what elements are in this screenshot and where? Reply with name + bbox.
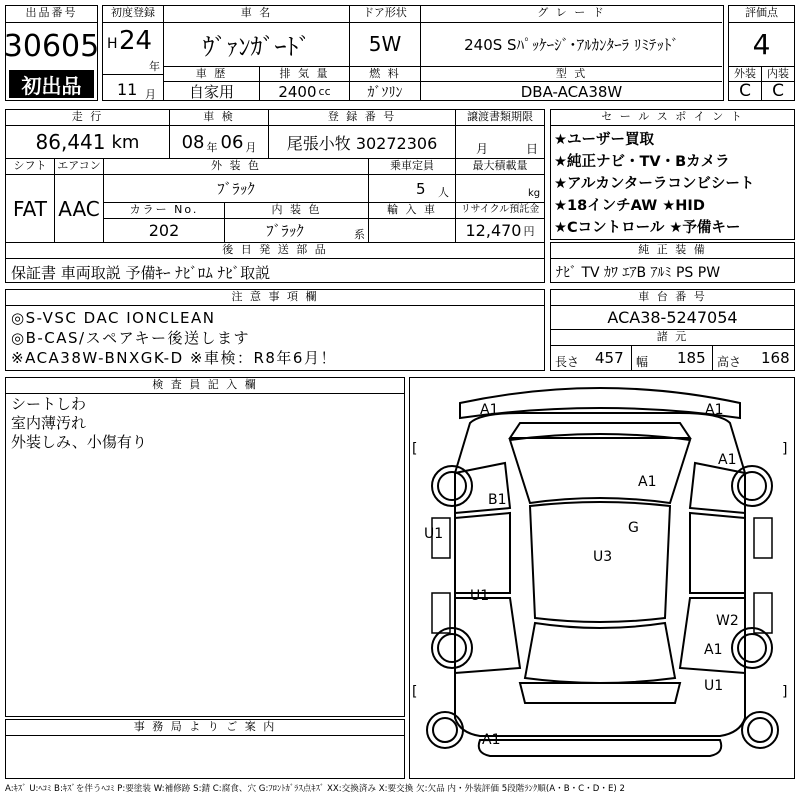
capacity-label: 乗車定員 [390,159,434,172]
wheel-rear-right-inner [738,634,766,662]
sales-points-list [554,129,754,239]
load-label: 最大積載量 [472,159,528,172]
load-unit: kg [528,188,541,199]
later-parts: 保証書 車両取説 予備ｷｰ ﾅﾋﾞﾛﾑ ﾅﾋﾞ取説 [11,264,271,282]
mark-left-side: U1 [424,526,444,542]
car-name: ｳﾞｧﾝｶﾞｰﾄﾞ [202,32,311,61]
door-type: 5W [368,32,402,56]
bracket-right-top: ] [782,441,788,457]
left-step [432,593,450,633]
right-front-door [690,513,745,593]
score-label: 評価点 [745,6,778,19]
dims-label: 諸 元 [656,330,689,343]
right-front-fender [690,463,745,513]
month-unit: 月 [145,88,156,101]
score: 4 [752,28,771,61]
notes-list [11,308,337,368]
height: 168 [761,349,790,367]
mileage-cell [6,126,169,158]
first-listing-badge: 初出品 [9,70,94,98]
lot-number-box [5,5,98,101]
sales-point: ★18インチAW ★HID [554,198,705,214]
bracket-right-bottom: ] [782,684,788,700]
note-line: ◎S-VSC DAC IONCLEAN [11,309,216,327]
car-name-label: 車 名 [240,6,273,19]
left-front-door [455,513,510,593]
door-label: ドア形状 [363,6,407,19]
import-label: 輸 入 車 [387,203,437,216]
inspector-notes [11,395,147,452]
mark-roof: U3 [593,549,613,565]
car-header-box [164,5,724,101]
grade-label: グ レ ー ド [537,6,606,19]
bracket-left-bottom: [ [412,684,418,700]
ext-color: ﾌﾞﾗｯｸ [217,179,255,198]
interior-label: 内装 [767,67,789,80]
registration-year: 24 [119,26,153,56]
mark-right-rear: W2 [716,613,739,629]
lot-number-label: 出品番号 [25,6,78,19]
history: 自家用 [188,83,234,101]
inspector-note: 外装しみ、小傷有り [11,433,147,451]
displacement: 2400 [278,82,317,101]
color-no: 202 [148,221,180,240]
chassis-number: ACA38-5247054 [607,308,738,327]
first-registration-box [102,5,164,101]
sales-point: ★アルカンターラコンビシート [554,176,755,192]
registration-month: 11 [117,80,138,99]
height-label: 高さ [717,355,742,369]
mark-right-front: A1 [718,452,737,468]
mark-front-right: A1 [705,402,724,418]
hood-panel [510,423,690,438]
plate-number: 尾張小牧 30272306 [286,133,438,153]
int-color: ﾌﾞﾗｯｸ [266,222,304,240]
mark-rear: A1 [482,732,501,748]
later-parts-label: 後 日 発 送 部 品 [222,243,328,256]
length: 457 [595,349,624,367]
displacement-unit: cc [318,85,331,98]
recycle-unit: 円 [523,224,535,238]
length-label: 長さ [555,355,580,369]
mark-left-rear: U1 [470,588,490,604]
ext-color-label: 外 装 色 [211,159,261,172]
car-diagram-box [409,377,795,779]
chassis-label: 車 台 番 号 [638,290,707,303]
right-step [754,593,772,633]
ac-label: エアコン [57,159,101,172]
mileage-unit: km [111,131,140,153]
inspection-month: 06 [220,131,244,153]
bracket-left-top: [ [412,441,418,457]
transfer-month-unit: 月 [476,142,489,156]
inspection-label: 車 検 [203,110,235,123]
sales-point: ★ユーザー買取 [554,132,654,148]
spare-wheel-left-inner [433,718,457,742]
int-color-unit: 系 [354,228,365,241]
vehicle-info-box [5,109,545,283]
inspection-year-unit: 年 [206,141,218,154]
note-line: ※ACA38W-BNXGK-D ※車検：R8年6月！ [11,349,337,367]
mileage-label: 走 行 [71,110,104,123]
car-diagram [410,378,794,778]
inspector-label: 検 査 員 記 入 欄 [152,378,258,391]
recycle-label: リサイクル預託金 [460,204,540,215]
mark-hood: A1 [638,474,657,490]
spare-wheel-right-inner [748,718,772,742]
windshield [510,434,690,503]
inspection-month-unit: 月 [245,141,257,154]
mark-front-left: A1 [480,402,499,418]
ac: AAC [58,196,100,221]
first-registration-label: 初度登録 [111,6,155,19]
inspector-note: シートしわ [11,395,87,413]
rear-glass [525,623,675,683]
shift: FAT [12,196,47,221]
capacity-unit: 人 [438,186,449,199]
mileage: 86,441 [35,130,106,154]
recycle-cell [456,219,544,242]
legend: A:ｷｽﾞ U:ﾍｺﾐ B:ｷｽﾞを伴うﾍｺﾐ P:要塗装 W:補修跡 S:錆 C:腐食、穴 G:ﾌﾛﾝﾄｶﾞﾗｽ点ｷｽﾞ XX:交換済み X:要交換 欠:欠品 内・外装評価 5段階ﾗﾝｸ順(A・B・C・D・E) 2 [5,784,625,794]
wheel-front-left-inner [438,472,466,500]
sales-points-box [550,109,795,240]
notes-label: 注 意 事 項 欄 [231,290,319,303]
transfer-day-unit: 日 [526,142,539,156]
recycle-amount: 12,470 [465,221,522,240]
equipment-box [550,242,795,283]
era: H [107,36,118,52]
inspection-year: 08 [181,131,205,153]
displacement-cell [260,82,349,101]
mark-right-rear-2: A1 [704,642,723,658]
color-no-label: カラー No. [129,203,199,216]
note-line: ◎B-CAS/スペアキー後送します [11,329,251,347]
equipment-list: ﾅﾋﾞ TV ｶﾜ ｴｱB ｱﾙﾐ PS PW [556,265,721,281]
sales-point: ★純正ナビ・TV・Bカメラ [554,154,730,170]
lot-number: 30605 [3,28,100,64]
notes-box [5,289,545,371]
sales-point: ★Cコントロール ★予備キー [554,220,741,236]
equipment-label: 純 正 装 備 [638,243,707,256]
model-label: 型 式 [555,67,588,80]
office-box [5,719,405,779]
mark-center-g: G [628,520,639,536]
exterior-label: 外装 [734,67,756,80]
right-mirror [754,518,772,558]
mark-right-rear-3: U1 [704,678,724,694]
width-label: 幅 [636,355,649,369]
year-unit: 年 [149,60,160,73]
chassis-box [550,289,795,371]
wheel-front-right-inner [738,472,766,500]
history-label: 車 歴 [195,67,228,80]
interior-grade: C [772,81,784,101]
transfer-label: 譲渡書類期限 [467,110,533,123]
score-box [728,5,795,101]
rear-hatch [520,683,680,703]
inspector-box [5,377,405,717]
width: 185 [677,349,706,367]
rear-bumper [479,740,722,756]
mark-left-front-door: B1 [488,492,507,508]
grade: 240S Sﾊﾟｯｹｰｼﾞ･ｱﾙｶﾝﾀｰﾗ ﾘﾐﾃｯﾄﾞ [464,35,679,54]
wheel-rear-left-inner [438,634,466,662]
shift-label: シフト [13,159,47,172]
fuel-label: 燃 料 [369,67,401,80]
left-rear-door [455,598,520,673]
inspector-note: 室内薄汚れ [11,414,87,432]
fuel: ｶﾞｿﾘﾝ [367,84,403,101]
sales-points-label: セ ー ル ス ポ イ ン ト [601,110,744,123]
plate-label: 登 録 番 号 [327,110,397,123]
office-label: 事 務 局 よ り ご 案 内 [133,720,277,733]
displacement-label: 排 気 量 [279,67,330,80]
int-color-label: 内 装 色 [271,203,322,216]
inspection-cell [170,126,268,158]
capacity: 5 [416,180,426,198]
exterior-grade: C [739,81,751,101]
model: DBA-ACA38W [520,82,623,101]
body-outline [455,413,745,736]
